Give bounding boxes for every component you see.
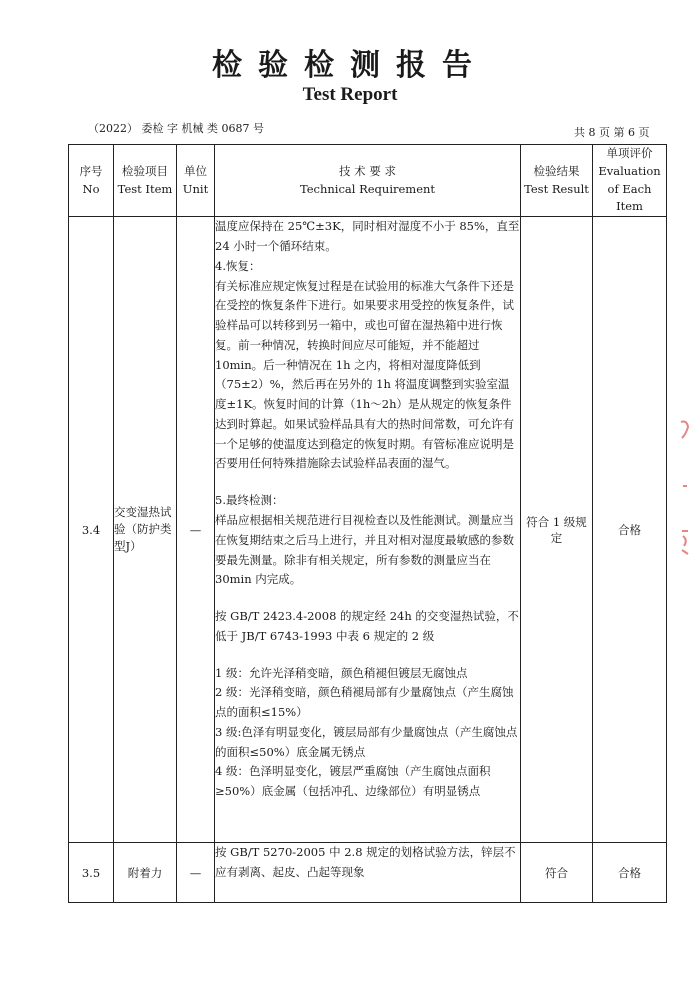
spacer <box>215 647 520 664</box>
header-evaluation <box>593 145 667 217</box>
header-requirement-cn: 技 术 要 求 <box>339 163 396 178</box>
seal-stamp-fragment <box>678 480 692 504</box>
page-info: 共 8 页 第 6 页 <box>574 126 650 139</box>
header-result <box>521 145 593 217</box>
report-title-en: Test Report <box>302 84 398 105</box>
header-item-cn: 检验项目 <box>122 163 168 178</box>
evaluation: 合格 <box>593 843 667 903</box>
table-row <box>69 217 667 843</box>
header-requirement <box>215 145 521 217</box>
table-header-row <box>69 145 667 217</box>
report-table <box>68 144 667 903</box>
header-item-en: Test Item <box>117 181 173 196</box>
row-number: 3.4 <box>69 217 114 843</box>
requirement-text: 4 级：色泽明显变化，镀层严重腐蚀（产生腐蚀点面积≥50%）底金属（包括冲孔、边缘部位）有明显锈点 <box>215 764 491 799</box>
header-unit <box>177 145 215 217</box>
header-seq-en: No <box>82 181 100 196</box>
spacer <box>215 474 520 491</box>
report-number: （2022） 委检 字 机械 类 0687 号 <box>88 122 264 135</box>
header-requirement-en: Technical Requirement <box>299 181 436 196</box>
requirement-text: 5.最终检测： <box>215 493 284 508</box>
header-seq-cn: 序号 <box>79 163 103 178</box>
spacer <box>215 590 520 607</box>
header-evaluation-cn: 单项评价 <box>606 146 653 160</box>
requirement-text: 3 级:色泽有明显变化，镀层局部有少量腐蚀点（产生腐蚀点的面积≤50%）底金属无锈点 <box>215 724 518 759</box>
header-unit-cn: 单位 <box>184 163 207 178</box>
requirement-text: 有关标准应规定恢复过程是在试验用的标准大气条件下还是在受控的恢复条件下进行。如果要求用受控的恢复条件，试验样品可以转移到另一箱中，或也可留在湿热箱中进行恢复。前一种情况，转换时间应尽可能短，并不能超过 10min。后一种情况在 1h 之内，将相对湿度降低到（75±2）%，然后再在另外的 1h 将温度调整到实验室温度±1K。恢复时间的计算（1h～2h）是从规定的恢复条件达到时算起。如果试验样品具有大的热时间常数，可允许有一个足够的使温度达到稳定的恢复时期。有管标准应说明是否要用任何特殊措施除去试验样品表面的湿气。 <box>215 278 514 471</box>
requirement-text: 按 GB/T 2423.4-2008 的规定经 24h 的交变湿热试验，不低于 JB/T 6743-1993 中表 6 规定的 2 级 <box>215 609 519 643</box>
seal-stamp-fragment <box>678 528 692 558</box>
requirement-text: 温度应保持在 25℃±3K，同时相对湿度不小于 85%，直至 24 小时一个循环结束。 <box>215 219 520 254</box>
requirement-text: 4.恢复： <box>215 258 261 273</box>
unit: — <box>177 843 215 903</box>
row-number: 3.5 <box>69 843 114 903</box>
header-result-cn: 检验结果 <box>533 163 580 178</box>
test-item: 交变湿热试验（防护类型J） <box>114 217 177 843</box>
report-title-cn: 检验检测报告 <box>212 48 488 83</box>
test-result: 符合 <box>521 843 593 903</box>
requirement-cell <box>215 843 521 903</box>
unit: — <box>177 217 215 843</box>
requirement-cell <box>215 217 521 843</box>
header-evaluation-en-2: of Each Item <box>607 181 652 214</box>
test-result: 符合 1 级规定 <box>521 217 593 843</box>
requirement-text: 样品应根据相关规范进行目视检查以及性能测试。测量应当在恢复期结束之后马上进行，并且对相对湿度最敏感的参数要最先测量。除非有相关规定，所有参数的测量应当在 30min 内完成。 <box>215 512 514 587</box>
seal-stamp-fragment <box>678 418 692 442</box>
requirement-text: 按 GB/T 5270-2005 中 2.8 规定的划格试验方法，锌层不应有剥离、起皮、凸起等现象 <box>215 845 516 880</box>
header-result-en: Test Result <box>524 181 589 196</box>
test-item: 附着力 <box>114 843 177 903</box>
table-row <box>69 843 667 903</box>
evaluation: 合格 <box>593 217 667 843</box>
header-unit-en: Unit <box>182 181 209 196</box>
requirement-text: 1 级：允许光泽稍变暗，颜色稍褪但镀层无腐蚀点 <box>215 665 468 680</box>
header-evaluation-en-1: Evaluation <box>598 163 661 178</box>
header-seq <box>69 145 114 217</box>
header-item <box>114 145 177 217</box>
requirement-text: 2 级：光泽稍变暗，颜色稍褪局部有少量腐蚀点（产生腐蚀点的面积≤15%） <box>215 685 514 720</box>
